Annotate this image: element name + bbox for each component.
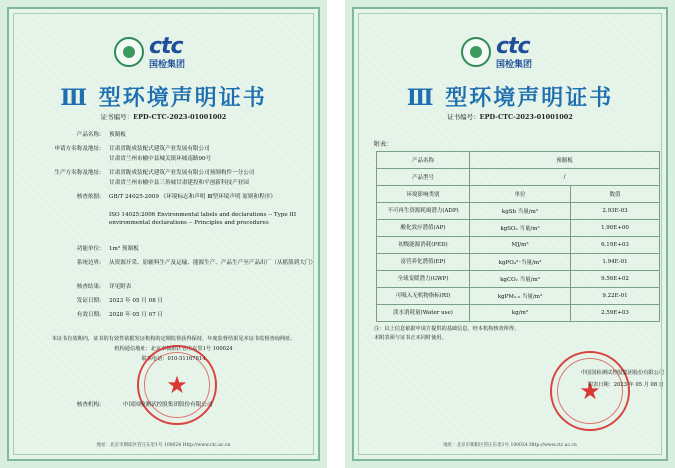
table-cell: kgPM₂.₅ 当量/m³ [470, 288, 571, 305]
table-row [377, 169, 660, 186]
certificate-title: Ⅲ 型环境声明证书 [406, 85, 614, 111]
table-header-cell: 数值 [571, 186, 660, 203]
table-cell: 1.94E-01 [571, 254, 660, 271]
table-cell: 9.22E-01 [571, 288, 660, 305]
annex-note-1: 注：以上信息依据申请方提供的基础信息，经本机构核查所得。 [374, 326, 520, 332]
stamp-star-icon: ★ [579, 377, 601, 405]
table-cell: 富营养化潜值(EP) [377, 254, 470, 271]
table-cell: 2.93E-03 [571, 203, 660, 220]
table-row [377, 203, 660, 220]
row-value: 甘肃省陇成装配式建筑产业发展有限公司 [109, 146, 210, 152]
row-value: 甘肃省陇成装配式建筑产业发展有限公司预制构件一分公司 [109, 170, 255, 176]
cert-no-value: EPD-CTC-2023-01001002 [133, 113, 227, 121]
table-cell: 9.56E+02 [571, 271, 660, 288]
page-footer: 地址：北京市朝阳区管庄东里1号 100024 Http://www.ctc.ac.cn [443, 443, 577, 448]
row-value: 1m³ 预制板 [109, 246, 139, 252]
logo-bar [354, 34, 666, 70]
table-row [377, 271, 660, 288]
row-value: 甘肃省兰州市榆中县城关镇环城南路90号 [109, 156, 212, 162]
table-cell: 可吸入无机物指标(RI) [377, 288, 470, 305]
row-label: 生产方名称及地址: [54, 170, 101, 176]
row-value: 从资源开采、原辅料生产及运输、能源生产、产品生产至产品出厂（从摇篮到大门） [109, 260, 316, 266]
table-row [377, 237, 660, 254]
ctc-logo [149, 34, 186, 70]
row-label: 有效日期: [76, 312, 101, 318]
annex-date: 附表日期：2023 年 05 月 08 日 [587, 382, 664, 388]
table-cell: 淡水消耗量(Water use) [377, 305, 470, 322]
table-row [377, 220, 660, 237]
issuer-label: 核查机构: [76, 402, 101, 408]
row-value: GB/T 24025-2009 《环境标志和声明 Ⅲ型环境声明 原则和程序》 [109, 194, 276, 200]
table-cell: / [470, 169, 660, 186]
official-red-stamp [137, 345, 217, 425]
table-cell: 不可再生资源耗竭潜力(ADP) [377, 203, 470, 220]
row-label: 发证日期: [76, 298, 101, 304]
issuer-address: 机构通信地址：北京市朝阳区管庄东里1号 100024 [114, 346, 233, 352]
stamp-star-icon: ★ [166, 371, 188, 399]
row-value: 2028 年 05 月 07 日 [109, 312, 164, 318]
table-cell: 全球变暖潜力(GWP) [377, 271, 470, 288]
table-header-cell: 单位 [470, 186, 571, 203]
table-cell: kgSb 当量/m³ [470, 203, 571, 220]
table-row [377, 305, 660, 322]
ctc-logo [496, 34, 533, 70]
ctc-mark: ctc [149, 34, 183, 59]
table-cell: kgCO₂ 当量/m³ [470, 271, 571, 288]
row-value: 2023 年 05 月 08 日 [109, 298, 164, 304]
certificate-page-right [345, 0, 675, 468]
table-cell: kg/m³ [470, 305, 571, 322]
cert-no-value: EPD-CTC-2023-01001002 [479, 113, 573, 121]
green-seal-logo-icon [461, 37, 491, 67]
table-cell: 2.59E+03 [571, 305, 660, 322]
logo-bar [9, 34, 318, 70]
ctc-name: 国检集团 [149, 60, 186, 70]
table-cell: MJ/m³ [470, 237, 571, 254]
environment-impact-table [376, 151, 660, 322]
certificate-page-left [0, 0, 327, 468]
row-label: 产品名称: [76, 132, 101, 138]
table-row [377, 254, 660, 271]
certificate-frame [7, 7, 320, 461]
table-row [377, 152, 660, 169]
row-value: 预制板 [109, 132, 126, 138]
ctc-name: 国检集团 [496, 60, 533, 70]
annex-note-2: 本附表须与证书正本同时使用。 [374, 335, 447, 341]
certificate-number [9, 112, 318, 121]
table-header-row [377, 186, 660, 203]
certificate-frame [352, 7, 668, 461]
table-cell: 产品型号 [377, 169, 470, 186]
row-value: 详见附表 [109, 284, 132, 290]
row-value: ISO 14025:2006 Environmental labels and declarations -- Type III environmental declarations -- Principles and procedures [109, 212, 297, 226]
cert-no-label: 证书编号： [100, 113, 134, 121]
issuer-name: 中国国检测试控股集团股份有限公司 [123, 402, 213, 408]
annex-label: 附表： [374, 141, 393, 148]
table-cell: 初级能源消耗(PED) [377, 237, 470, 254]
cert-no-label: 证书编号： [447, 113, 480, 121]
table-cell: 预制板 [470, 152, 660, 169]
row-label: 核查结果: [76, 284, 101, 290]
row-value: 甘肃省兰州市榆中县三角城甘肃建投和平创新科技产业园 [109, 180, 249, 186]
issuer-tel: 联系电话：010-51167814 [141, 356, 206, 362]
certificate-title: Ⅲ 型环境声明证书 [60, 85, 267, 111]
table-cell: 产品名称 [377, 152, 470, 169]
table-header-cell: 环境影响类别 [377, 186, 470, 203]
green-seal-logo-icon [114, 37, 144, 67]
row-label: 申请方名称及地址: [54, 146, 101, 152]
annex-issuer: 中国国检测试控股集团股份有限公司 [580, 370, 664, 376]
official-red-stamp [550, 351, 630, 431]
row-label: 核查依据: [76, 194, 101, 200]
table-cell: 1.90E+00 [571, 220, 660, 237]
table-cell: 6.19E+03 [571, 237, 660, 254]
row-label: 系统边界: [76, 260, 101, 266]
table-cell: 酸化效应潜值(AP) [377, 220, 470, 237]
row-label: 功能单位: [76, 246, 101, 252]
page-footer: 地址：北京市朝阳区管庄东里1号 100024 Http://www.ctc.ac.cn [96, 443, 231, 448]
table-cell: kgSO₂ 当量/m³ [470, 220, 571, 237]
table-row [377, 288, 660, 305]
validity-note: 本证书有效期内，证书的有效性依据发证机构的定期监督获得保持，年度监督结果见本证书监督查询网址。 [51, 336, 296, 342]
table-cell: kgPO₄³⁻当量/m³ [470, 254, 571, 271]
certificate-number [354, 112, 666, 121]
ctc-mark: ctc [496, 34, 530, 59]
